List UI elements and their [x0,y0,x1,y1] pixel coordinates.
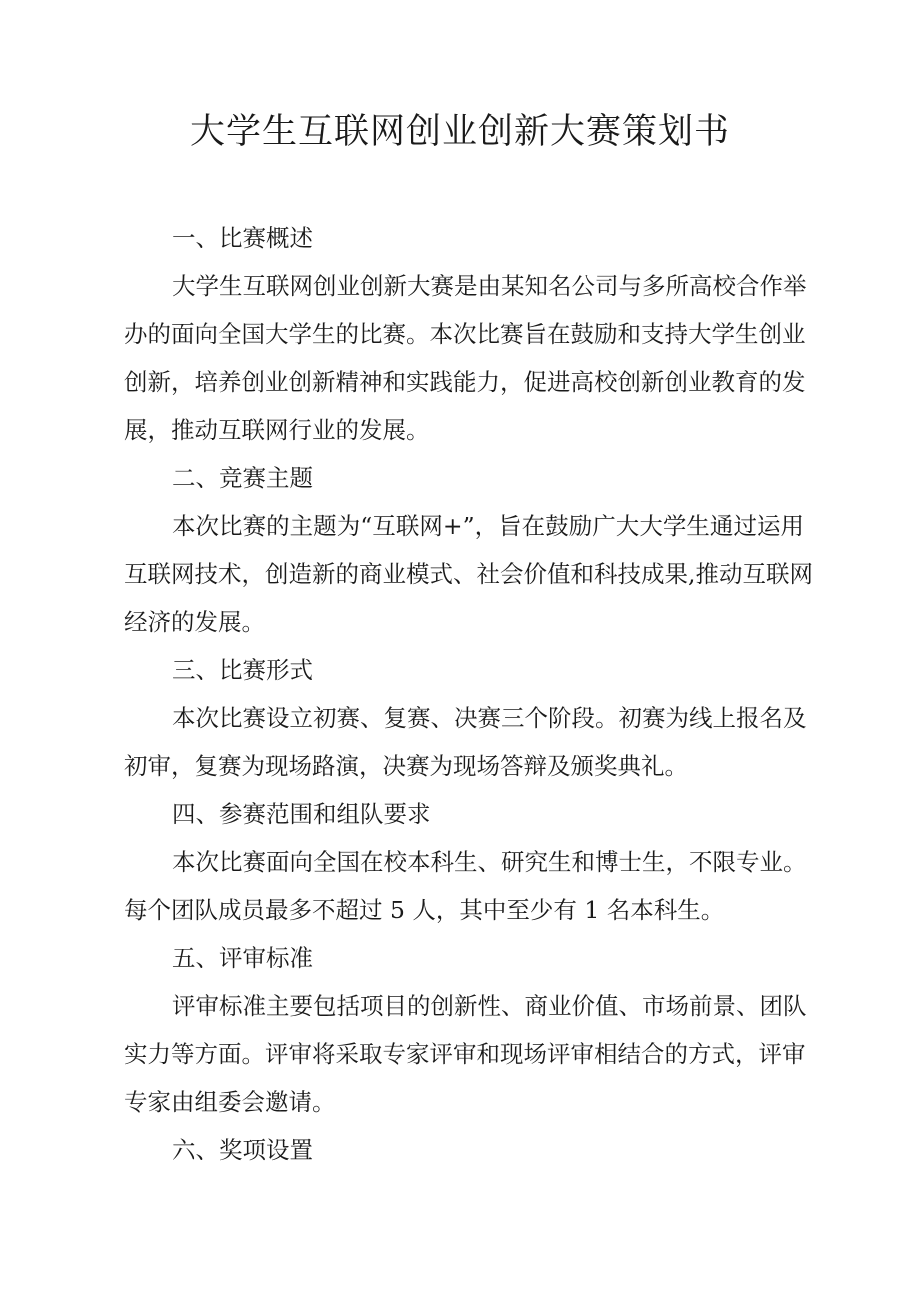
document-body [124,214,813,1174]
section-heading: 三、比赛形式 [172,656,313,684]
paragraph-line: 本次比赛设立初赛、复赛、决赛三个阶段。初赛为线上报名及 [172,704,807,732]
paragraph-line: 专家由组委会邀请。 [124,1088,336,1116]
paragraph-line: 展，推动互联网行业的发展。 [124,416,430,444]
section-heading: 二、竞赛主题 [172,464,313,492]
paragraph-line: 创新，培养创业创新精神和实践能力，促进高校创新创业教育的发 [124,368,806,396]
section-heading: 五、评审标准 [172,944,313,972]
paragraph-line: 每个团队成员最多不超过 5 人，其中至少有 1 名本科生。 [124,896,725,924]
paragraph-line: 互联网技术，创造新的商业模式、社会价值和科技成果,推动互联网 [124,560,813,588]
paragraph-line: 本次比赛面向全国在校本科生、研究生和博士生，不限专业。 [172,848,807,876]
section-heading: 四、参赛范围和组队要求 [172,800,431,828]
paragraph-line: 本次比赛的主题为“互联网+”，旨在鼓励广大大学生通过运用 [172,512,804,540]
section-heading: 一、比赛概述 [172,224,313,252]
paragraph-line: 评审标准主要包括项目的创新性、商业价值、市场前景、团队 [172,992,807,1020]
paragraph-line: 初审，复赛为现场路演，决赛为现场答辩及颁奖典礼。 [124,752,688,780]
paragraph-line: 实力等方面。评审将采取专家评审和现场评审相结合的方式，评审 [124,1040,806,1068]
section-heading: 六、奖项设置 [172,1136,313,1164]
document-title: 大学生互联网创业创新大赛策划书 [189,112,730,152]
paragraph-line: 大学生互联网创业创新大赛是由某知名公司与多所高校合作举 [172,272,807,300]
paragraph-line: 办的面向全国大学生的比赛。本次比赛旨在鼓励和支持大学生创业 [124,320,806,348]
paragraph-line: 经济的发展。 [124,608,265,636]
